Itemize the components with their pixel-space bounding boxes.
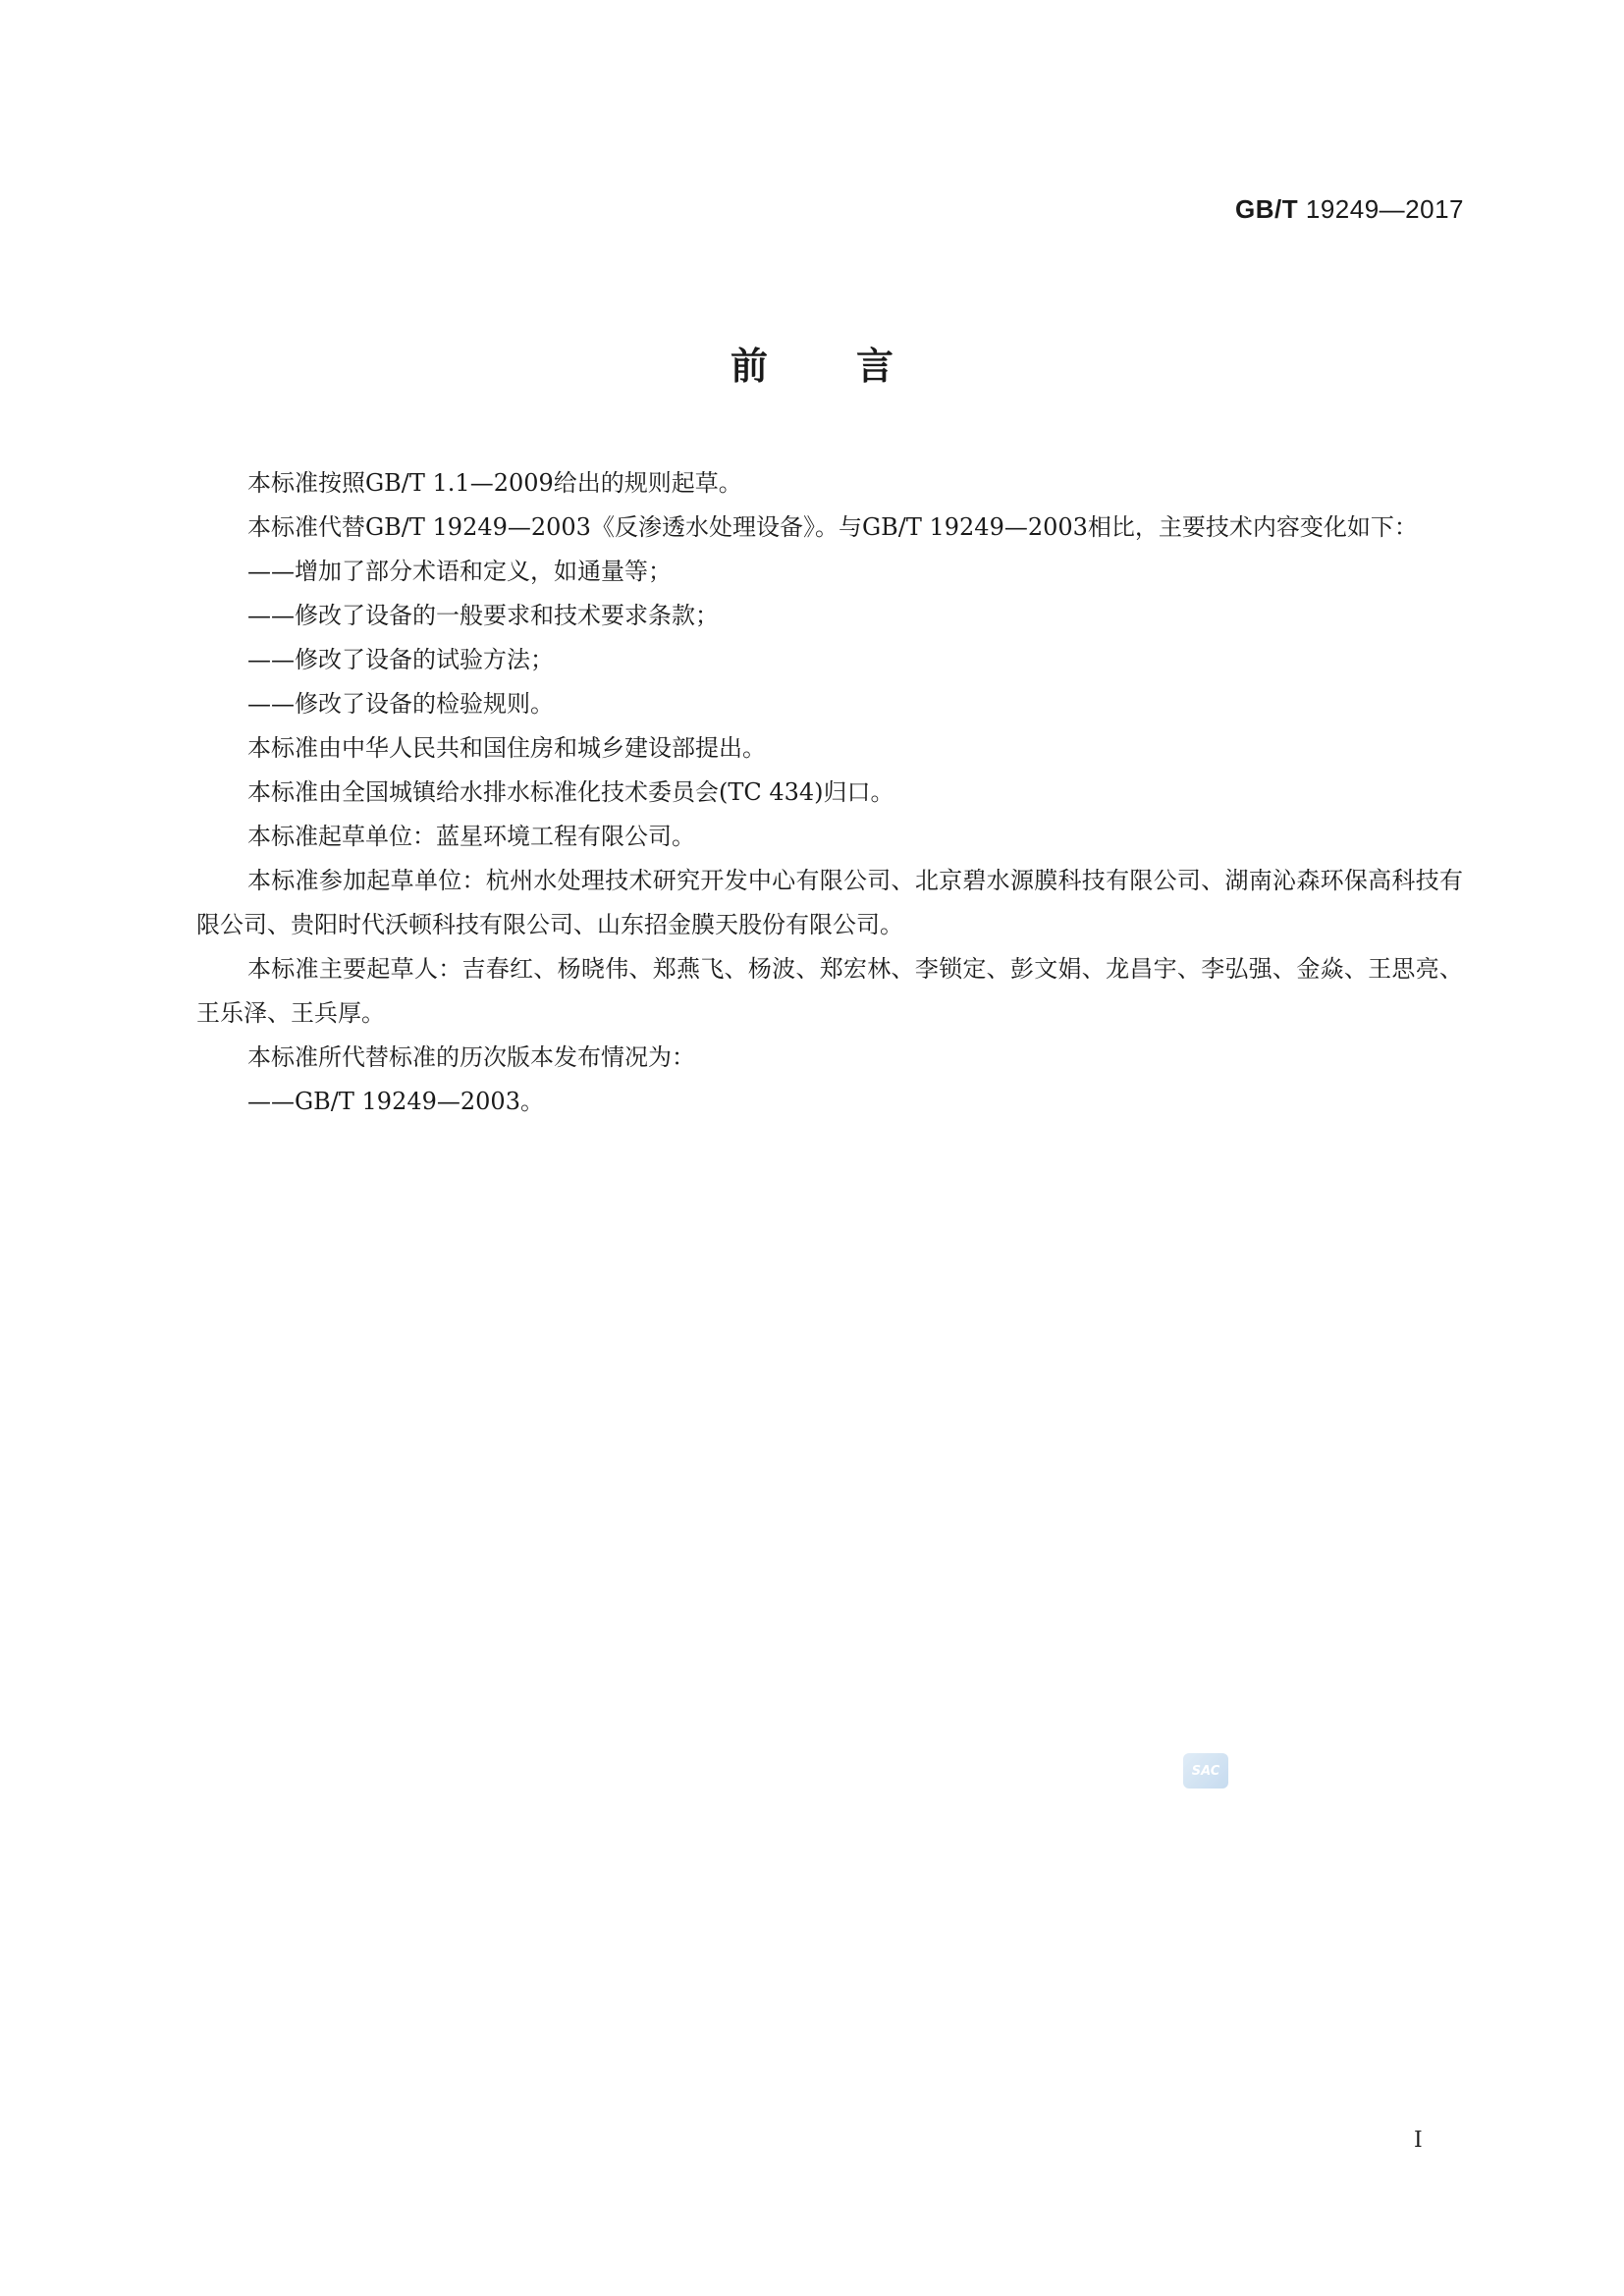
list-item-previous-edition: ——GB/T 19249—2003。 (247, 1088, 544, 1115)
list-item-change-3: ——修改了设备的试验方法； (247, 646, 554, 673)
paragraph-drafting-unit: 本标准起草单位：蓝星环境工程有限公司。 (247, 823, 695, 850)
sac-watermark-logo: SAC (1183, 1753, 1228, 1789)
paragraph-previous-editions: 本标准所代替标准的历次版本发布情况为： (247, 1043, 695, 1071)
paragraph-replacement: 本标准代替GB/T 19249—2003《反渗透水处理设备》。与GB/T 19249—2003相比，主要技术内容变化如下： (247, 513, 1418, 541)
standard-year-number: 19249—2017 (1305, 194, 1464, 224)
paragraph-participating-units: 本标准参加起草单位：杭州水处理技术研究开发中心有限公司、北京碧水源膜科技有限公司、湖南沁森环保高科技有限公司、贵阳时代沃顿科技有限公司、山东招金膜天股份有限公司。 (196, 867, 1463, 938)
foreword-body (196, 461, 1463, 1124)
paragraph-main-drafters: 本标准主要起草人：吉春红、杨晓伟、郑燕飞、杨波、郑宏林、李锁定、彭文娟、龙昌宇、李弘强、金焱、王思亮、王乐泽、王兵厚。 (196, 955, 1463, 1027)
list-item-change-4: ——修改了设备的检验规则。 (247, 690, 554, 718)
standard-code: GB/T (1235, 194, 1299, 224)
paragraph-administered-by: 本标准由全国城镇给水排水标准化技术委员会(TC 434)归口。 (247, 778, 894, 806)
paragraph-drafting-rules: 本标准按照GB/T 1.1—2009给出的规则起草。 (247, 469, 742, 497)
page-number: I (1414, 2128, 1423, 2153)
list-item-change-1: ——增加了部分术语和定义，如通量等； (247, 558, 672, 585)
paragraph-proposed-by: 本标准由中华人民共和国住房和城乡建设部提出。 (247, 734, 766, 762)
standard-number (1235, 194, 1464, 225)
page-title: 前言 (730, 345, 982, 388)
list-item-change-2: ——修改了设备的一般要求和技术要求条款； (247, 602, 719, 629)
